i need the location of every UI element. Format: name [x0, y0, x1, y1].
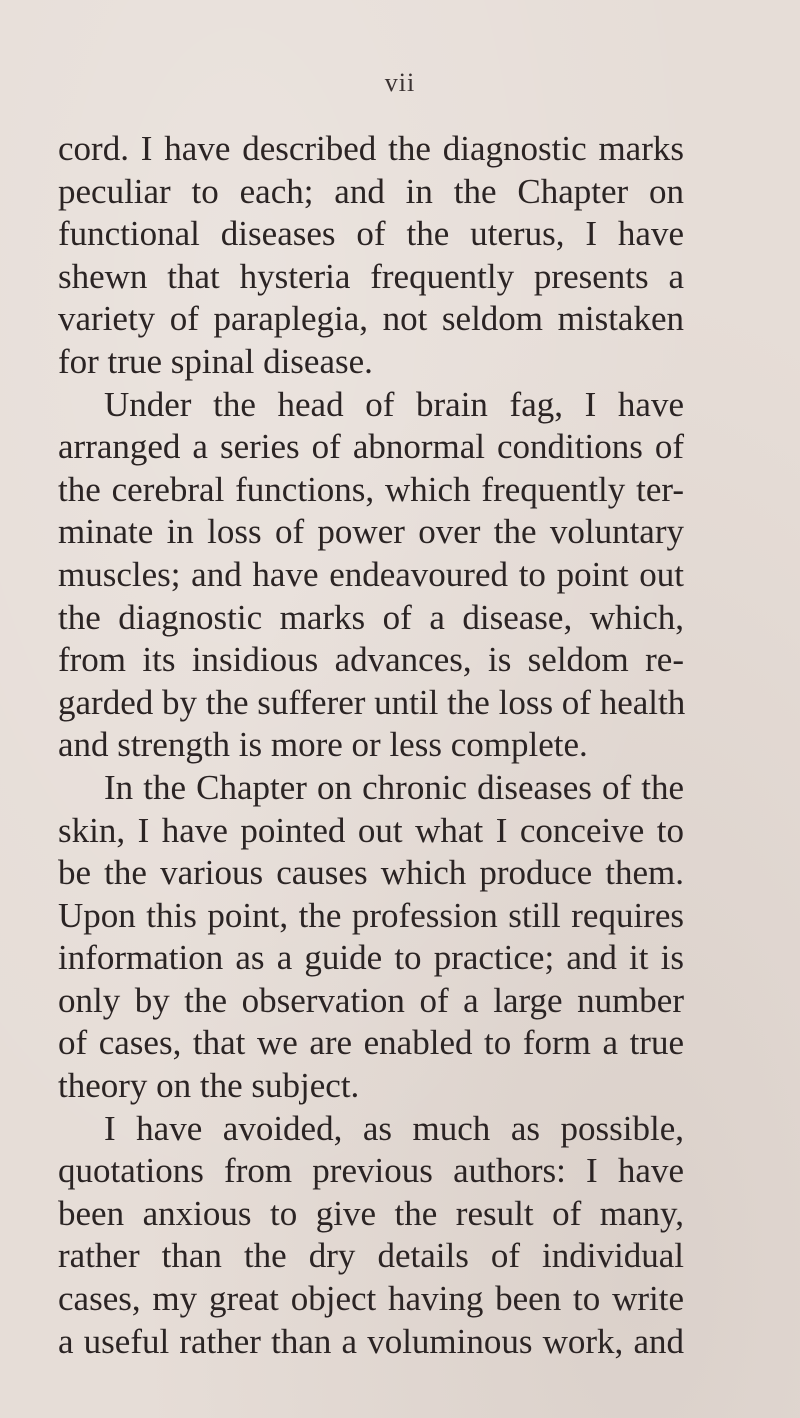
text-line: from its insidious advances, is seldom re-: [58, 640, 684, 680]
text-line: quotations from previous authors: I have: [58, 1151, 684, 1191]
text-line: muscles; and have endeavoured to point out: [58, 554, 684, 594]
text-line: of cases, that we are enabled to form a true: [58, 1023, 684, 1063]
text-line: garded by the sufferer until the loss of health: [58, 682, 686, 722]
text-line: be the various causes which produce them.: [58, 853, 684, 893]
text-line: only by the observation of a large number: [58, 980, 684, 1020]
text-line: been anxious to give the result of many,: [58, 1193, 684, 1233]
text-line: the diagnostic marks of a disease, which,: [58, 597, 684, 637]
page-number: vii: [384, 68, 416, 97]
text-line: theory on the subject.: [58, 1066, 360, 1106]
text-line: for true spinal disease.: [58, 341, 373, 381]
text-line: a useful rather than a voluminous work, and: [58, 1321, 684, 1361]
text-line: functional diseases of the uterus, I have: [58, 214, 684, 254]
text-line: rather than the dry details of individual: [58, 1236, 684, 1276]
text-line: Under the head of brain fag, I have: [104, 384, 684, 424]
text-line: shewn that hysteria frequently presents a: [58, 256, 684, 296]
text-line: arranged a series of abnormal conditions of: [58, 427, 684, 467]
text-line: skin, I have pointed out what I conceive to: [58, 810, 684, 850]
text-line: Upon this point, the profession still requires: [58, 895, 684, 935]
text-line: and strength is more or less complete.: [58, 725, 588, 765]
text-line: cases, my great object having been to write: [58, 1279, 684, 1319]
text-line: the cerebral functions, which frequently ter-: [58, 469, 684, 509]
body-text: [58, 128, 684, 1363]
text-line: information as a guide to practice; and it is: [58, 938, 684, 978]
text-line: In the Chapter on chronic diseases of the: [104, 767, 684, 807]
text-line: cord. I have described the diagnostic marks: [58, 129, 684, 168]
text-line: variety of paraplegia, not seldom mistaken: [58, 299, 684, 339]
text-line: minate in loss of power over the voluntary: [58, 512, 684, 552]
text-line: I have avoided, as much as possible,: [104, 1108, 684, 1148]
text-line: peculiar to each; and in the Chapter on: [58, 171, 684, 211]
